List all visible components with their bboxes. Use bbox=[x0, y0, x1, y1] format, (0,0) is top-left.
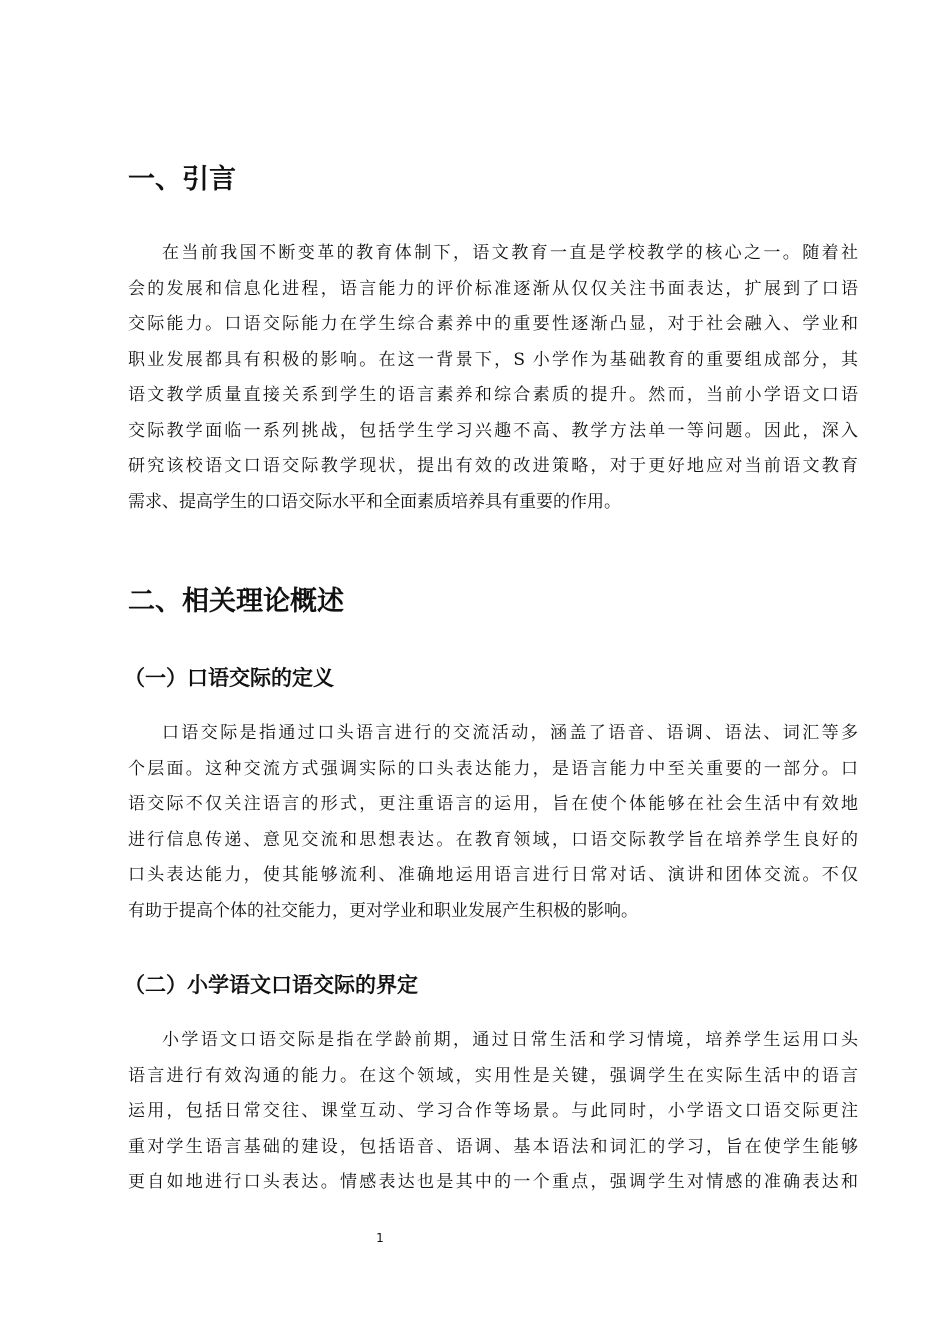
paragraph-line: 语文教学质量直接关系到学生的语言素养和综合素质的提升。然而，当前小学语文口语 bbox=[128, 385, 858, 405]
paragraph-line: 小学语文口语交际是指在学龄前期，通过日常生活和学习情境，培养学生运用口头 bbox=[162, 1030, 858, 1050]
subsection-heading-definition: （一）口语交际的定义 bbox=[124, 666, 334, 690]
paragraph-line: 个层面。这种交流方式强调实际的口头表达能力，是语言能力中至关重要的一部分。口 bbox=[128, 758, 858, 779]
paragraph-introduction bbox=[128, 236, 858, 520]
paragraph-scope bbox=[128, 1023, 858, 1201]
page-number: 1 bbox=[376, 1231, 384, 1245]
paragraph-line: 职业发展都具有积极的影响。在这一背景下，S 小学作为基础教育的重要组成部分，其 bbox=[128, 349, 858, 370]
paragraph-line: 运用，包括日常交往、课堂互动、学习合作等场景。与此同时，小学语文口语交际更注 bbox=[128, 1101, 858, 1121]
paragraph-line: 语交际不仅关注语言的形式，更注重语言的运用，旨在使个体能够在社会生活中有效地 bbox=[128, 794, 858, 814]
subsection-heading-scope: （二）小学语文口语交际的界定 bbox=[124, 973, 418, 997]
paragraph-line: 在当前我国不断变革的教育体制下，语文教育一直是学校教学的核心之一。随着社 bbox=[162, 243, 858, 263]
section-heading-theory-overview: 二、相关理论概述 bbox=[128, 586, 344, 617]
paragraph-line: 进行信息传递、意见交流和思想表达。在教育领域，口语交际教学旨在培养学生良好的 bbox=[128, 829, 858, 850]
paragraph-line: 研究该校语文口语交际教学现状，提出有效的改进策略，对于更好地应对当前语文教育 bbox=[128, 456, 858, 476]
paragraph-line: 更自如地进行口头表达。情感表达也是其中的一个重点，强调学生对情感的准确表达和 bbox=[128, 1172, 858, 1192]
paragraph-line: 交际教学面临一系列挑战，包括学生学习兴趣不高、教学方法单一等问题。因此，深入 bbox=[128, 420, 858, 441]
paragraph-line: 交际能力。口语交际能力在学生综合素养中的重要性逐渐凸显，对于社会融入、学业和 bbox=[128, 314, 858, 334]
section-heading-introduction: 一、引言 bbox=[128, 164, 236, 195]
paragraph-line: 会的发展和信息化进程，语言能力的评价标准逐渐从仅仅关注书面表达，扩展到了口语 bbox=[128, 278, 858, 299]
paragraph-definition bbox=[128, 716, 858, 929]
paragraph-line: 口头表达能力，使其能够流利、准确地运用语言进行日常对话、演讲和团体交流。不仅 bbox=[128, 865, 858, 885]
paragraph-line: 需求、提高学生的口语交际水平和全面素质培养具有重要的作用。 bbox=[128, 491, 621, 512]
paragraph-line: 口语交际是指通过口头语言进行的交流活动，涵盖了语音、语调、语法、词汇等多 bbox=[162, 723, 858, 743]
paragraph-line: 有助于提高个体的社交能力，更对学业和职业发展产生积极的影响。 bbox=[128, 900, 638, 921]
paragraph-line: 语言进行有效沟通的能力。在这个领域，实用性是关键，强调学生在实际生活中的语言 bbox=[128, 1065, 858, 1086]
paragraph-line: 重对学生语言基础的建设，包括语音、语调、基本语法和词汇的学习，旨在使学生能够 bbox=[128, 1136, 858, 1157]
